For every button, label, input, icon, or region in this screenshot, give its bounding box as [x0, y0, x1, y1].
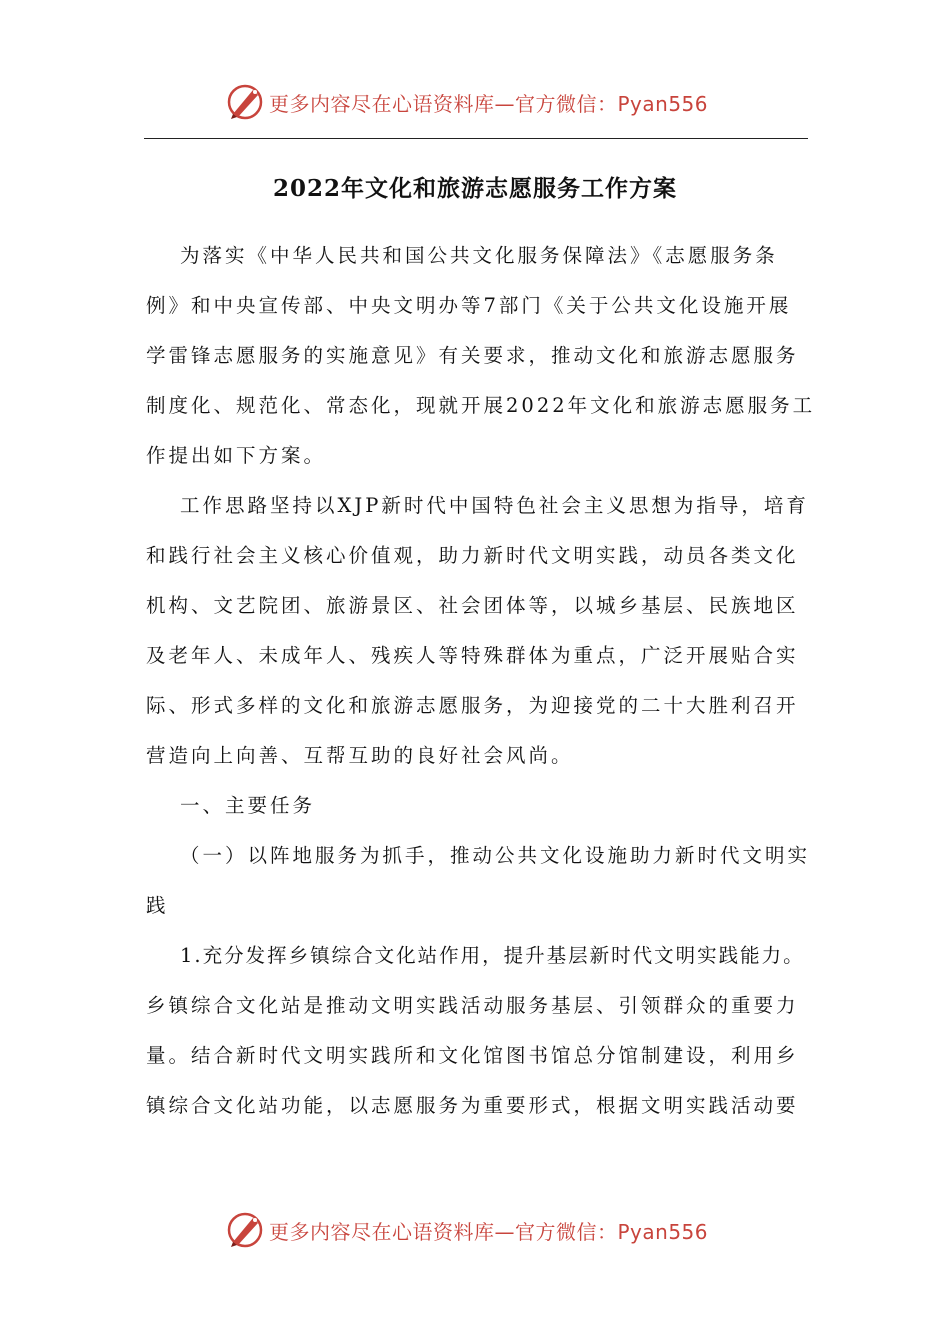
header-banner — [225, 82, 708, 122]
section-heading: 一、主要任务 — [180, 794, 316, 817]
paragraph-line: 营造向上向善、互帮互助的良好社会风尚。 — [146, 744, 574, 767]
paragraph-line: 镇综合文化站功能，以志愿服务为重要形式，根据文明实践活动要 — [146, 1094, 799, 1117]
paragraph-line: 作提出如下方案。 — [146, 444, 327, 467]
paragraph-line: 学雷锋志愿服务的实施意见》有关要求，推动文化和旅游志愿服务 — [146, 344, 799, 367]
paragraph-line: 和践行社会主义核心价值观，助力新时代文明实践，动员各类文化 — [146, 544, 799, 567]
paragraph-line: 为落实《中华人民共和国公共文化服务保障法》《志愿服务条 — [180, 244, 778, 267]
footer-banner — [225, 1210, 708, 1250]
pen-logo-icon — [225, 82, 265, 122]
paragraph-line: 例》和中央宣传部、中央文明办等7部门《关于公共文化设施开展 — [146, 294, 792, 317]
header-divider — [144, 138, 808, 139]
subsection-heading-cont: 践 — [146, 894, 169, 917]
paragraph-line: 及老年人、未成年人、残疾人等特殊群体为重点，广泛开展贴合实 — [146, 644, 799, 667]
banner-text: 更多内容尽在心语资料库—官方微信：Pyan556 — [269, 1219, 709, 1244]
paragraph-line: 际、形式多样的文化和旅游志愿服务，为迎接党的二十大胜利召开 — [146, 694, 799, 717]
paragraph-line: 制度化、规范化、常态化，现就开展2022年文化和旅游志愿服务工 — [146, 394, 816, 417]
document-title: 2022年文化和旅游志愿服务工作方案 — [272, 175, 677, 202]
paragraph-line: 量。结合新时代文明实践所和文化馆图书馆总分馆制建设，利用乡 — [146, 1044, 799, 1067]
paragraph-line: 乡镇综合文化站是推动文明实践活动服务基层、引领群众的重要力 — [146, 994, 799, 1017]
subsection-heading: （一）以阵地服务为抓手，推动公共文化设施助力新时代文明实 — [180, 844, 811, 867]
banner-text: 更多内容尽在心语资料库—官方微信：Pyan556 — [269, 91, 709, 116]
pen-logo-icon — [225, 1210, 265, 1250]
paragraph-line: 1.充分发挥乡镇综合文化站作用，提升基层新时代文明实践能力。 — [180, 944, 805, 967]
paragraph-line: 工作思路坚持以XJP新时代中国特色社会主义思想为指导，培育 — [180, 494, 809, 517]
paragraph-line: 机构、文艺院团、旅游景区、社会团体等，以城乡基层、民族地区 — [146, 594, 799, 617]
